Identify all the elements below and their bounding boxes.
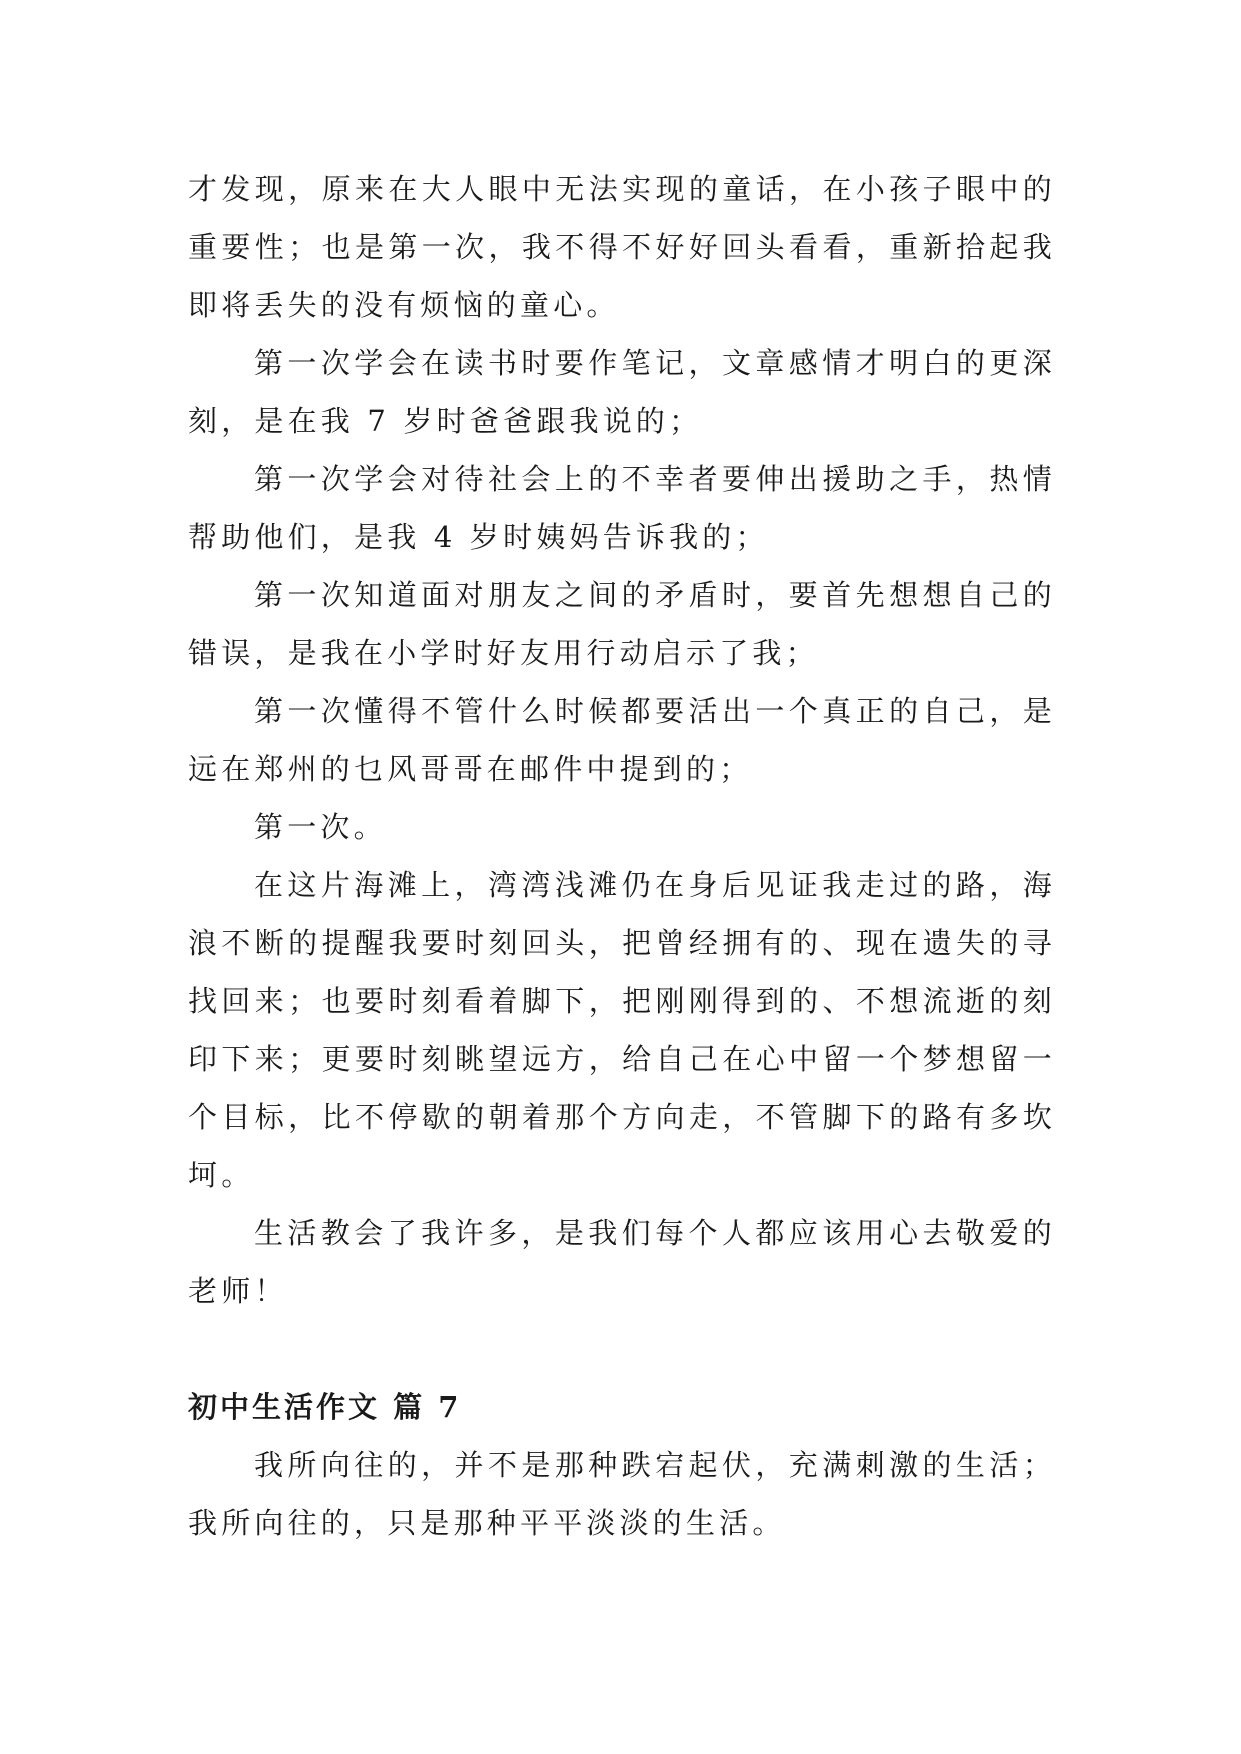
section-title: 初中生活作文 篇 7 bbox=[188, 1390, 462, 1424]
paragraph-5: 第一次懂得不管什么时候都要活出一个真正的自己，是远在郑州的乜风哥哥在邮件中提到的； bbox=[188, 694, 1056, 786]
paragraph-8: 生活教会了我许多，是我们每个人都应该用心去敬爱的老师！ bbox=[188, 1216, 1056, 1308]
paragraph-4: 第一次知道面对朋友之间的矛盾时，要首先想想自己的错误，是我在小学时好友用行动启示了我； bbox=[188, 578, 1056, 670]
document-page bbox=[188, 160, 1056, 1552]
paragraph-7: 在这片海滩上，湾湾浅滩仍在身后见证我走过的路，海浪不断的提醒我要时刻回头，把曾经拥有的、现在遗失的寻找回来；也要时刻看着脚下，把刚刚得到的、不想流逝的刻印下来；更要时刻眺望远方，给自己在心中留一个梦想留一个目标，比不停歇的朝着那个方向走，不管脚下的路有多坎坷。 bbox=[188, 868, 1056, 1192]
paragraph-9: 我所向往的，并不是那种跌宕起伏，充满刺激的生活；我所向往的，只是那种平平淡淡的生活。 bbox=[188, 1448, 1056, 1540]
paragraph-2: 第一次学会在读书时要作笔记，文章感情才明白的更深刻，是在我 7 岁时爸爸跟我说的； bbox=[188, 346, 1056, 438]
paragraph-3: 第一次学会对待社会上的不幸者要伸出援助之手，热情帮助他们，是我 4 岁时姨妈告诉我的； bbox=[188, 462, 1056, 554]
paragraph-1: 才发现，原来在大人眼中无法实现的童话，在小孩子眼中的重要性；也是第一次，我不得不好好回头看看，重新拾起我即将丢失的没有烦恼的童心。 bbox=[188, 172, 1056, 322]
paragraph-6: 第一次。 bbox=[254, 810, 387, 844]
